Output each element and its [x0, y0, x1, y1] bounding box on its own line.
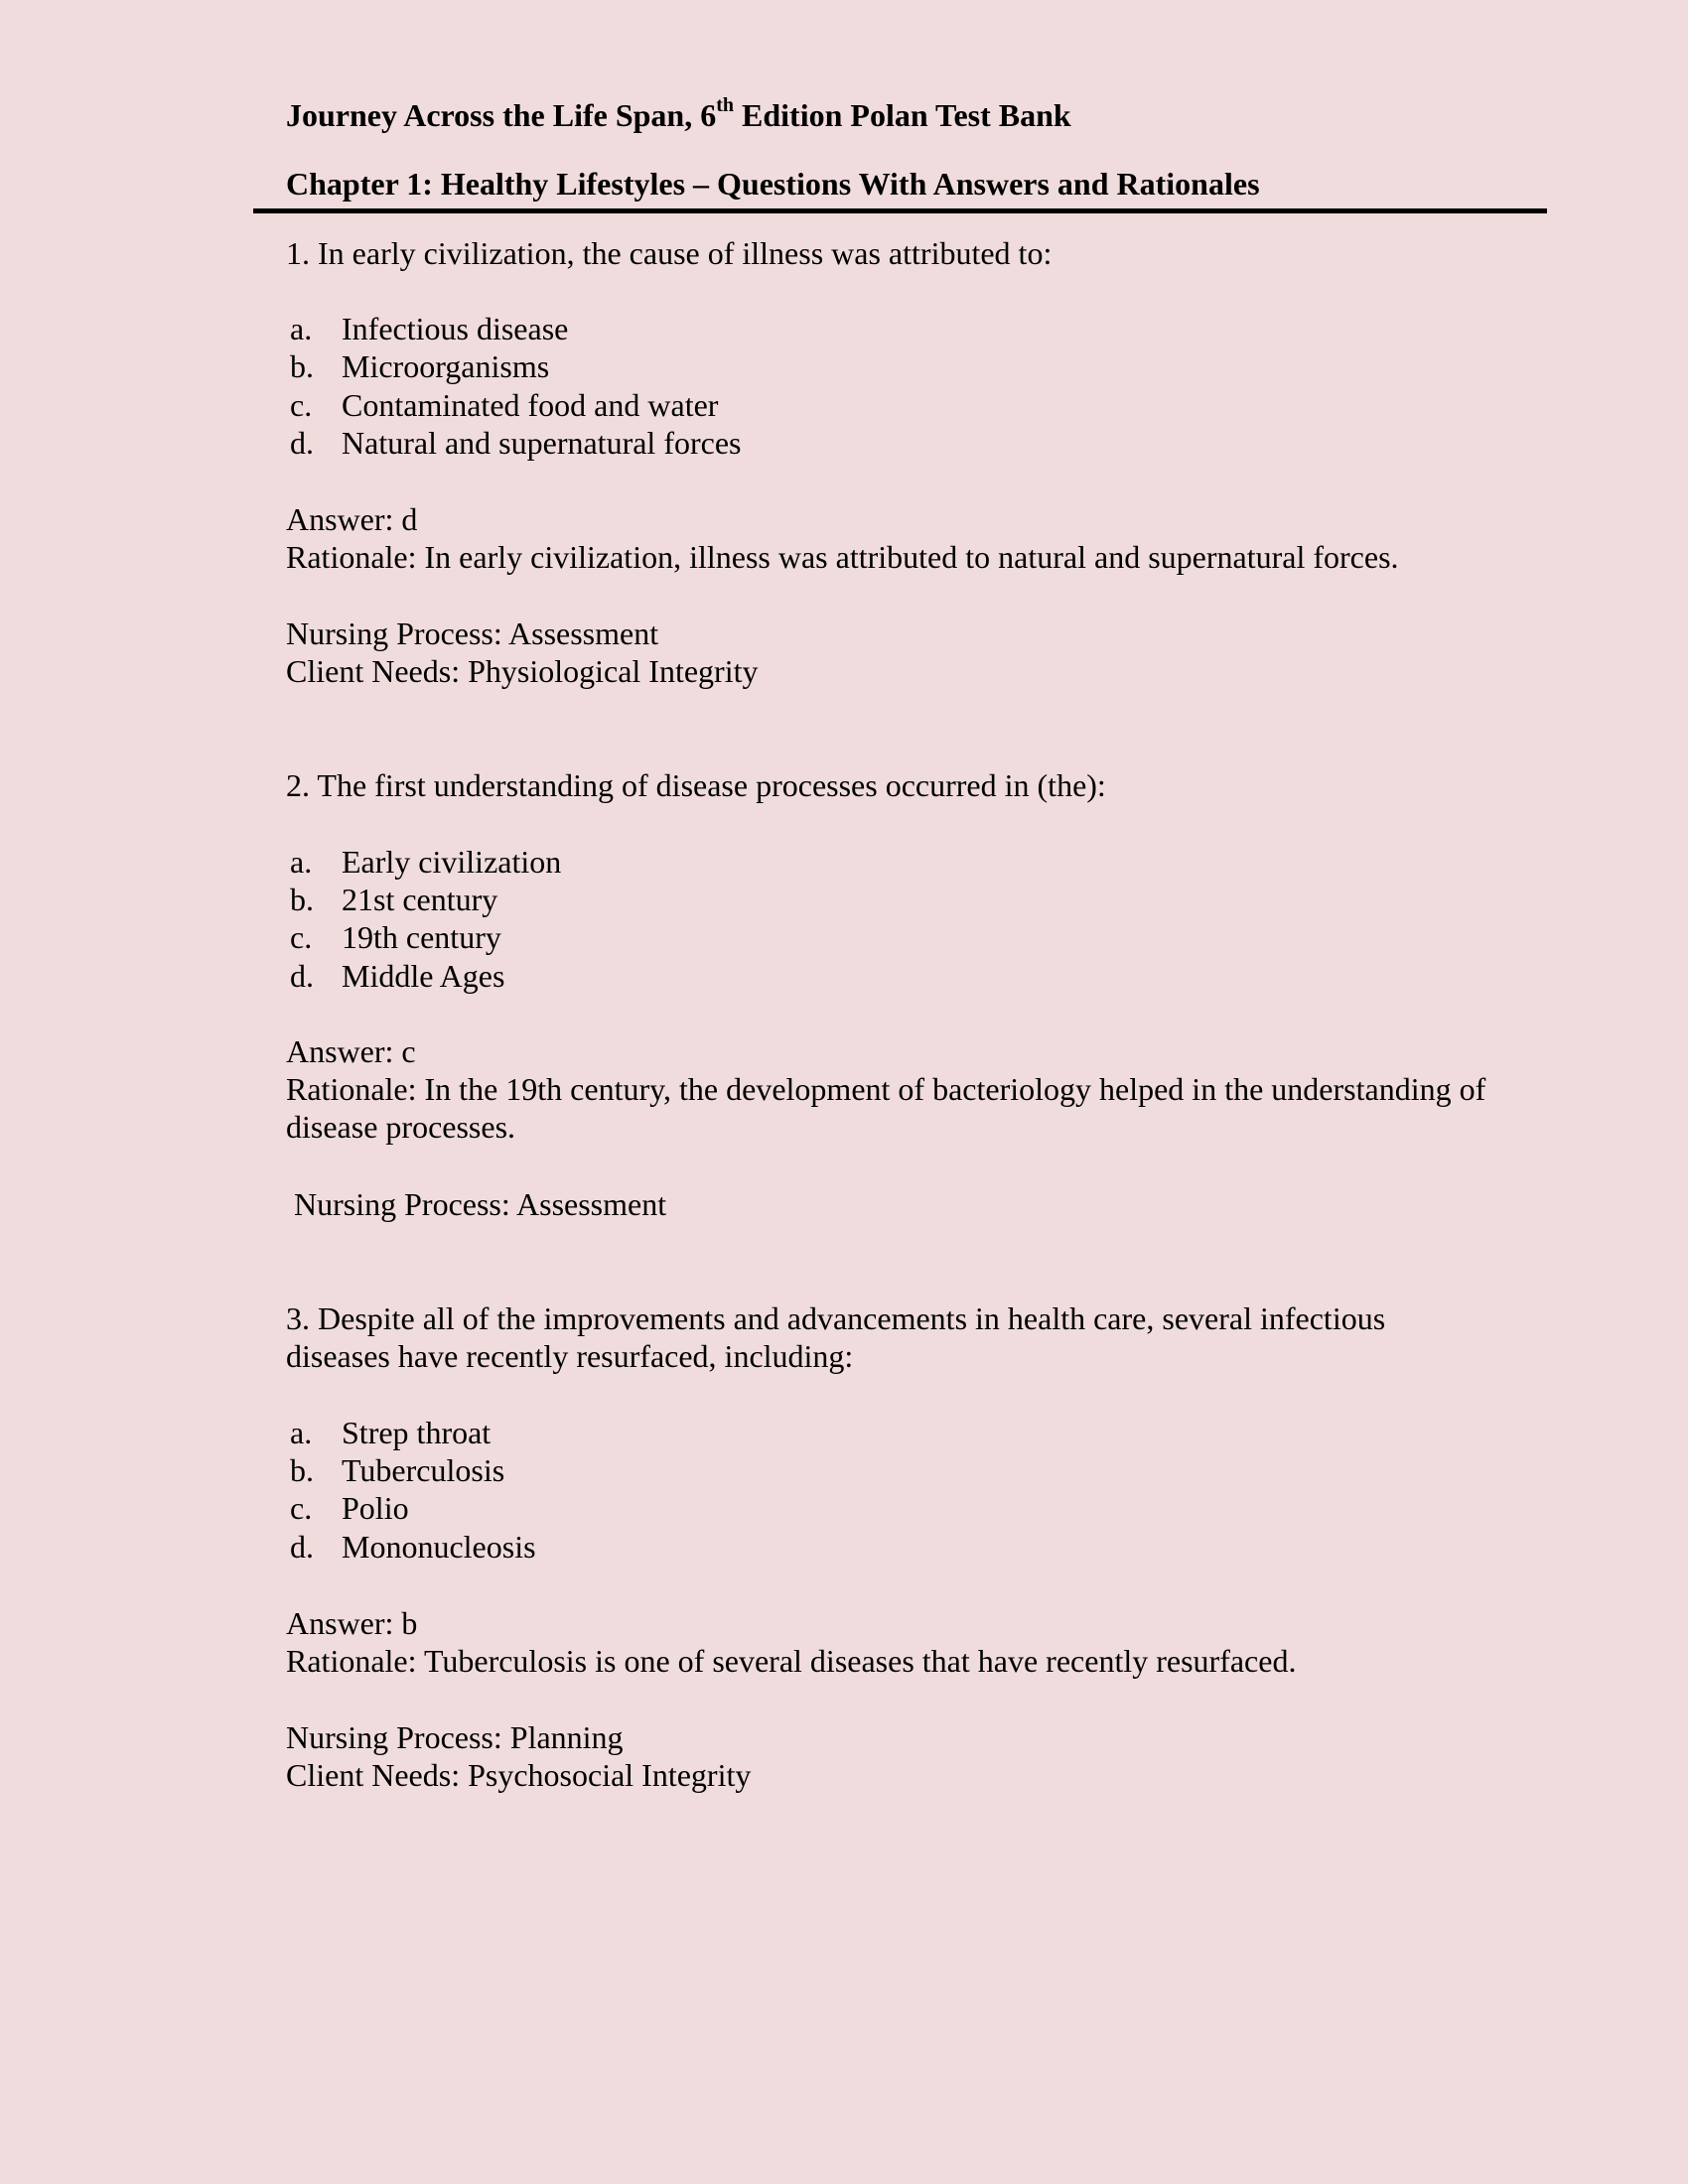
- option-a: [290, 310, 568, 347]
- option-label: b.: [290, 1452, 314, 1488]
- nursing-process: Nursing Process: Assessment: [286, 1186, 667, 1222]
- option-label: a.: [290, 844, 313, 880]
- option-text: Strep throat: [342, 1415, 492, 1450]
- option-a: [290, 1414, 491, 1451]
- option-text: Early civilization: [342, 844, 562, 880]
- option-text: Contaminated food and water: [342, 387, 719, 423]
- option-text: Middle Ages: [342, 958, 505, 994]
- option-text: Microorganisms: [342, 348, 550, 384]
- answer: Answer: c: [286, 1033, 416, 1069]
- title-text: Journey Across the Life Span, 6: [286, 97, 717, 133]
- rationale: Rationale: In early civilization, illness was attributed to natural and supernatural forces.: [286, 539, 1399, 575]
- title-superscript: th: [716, 94, 735, 117]
- heading-divider: [253, 208, 1547, 213]
- client-needs: Client Needs: Physiological Integrity: [286, 653, 759, 689]
- nursing-process: Nursing Process: Planning: [286, 1719, 624, 1755]
- question-stem-continued: diseases have recently resurfaced, including:: [286, 1338, 854, 1374]
- option-d: [290, 424, 741, 462]
- option-text: 21st century: [342, 882, 498, 917]
- option-text: Polio: [342, 1490, 409, 1526]
- option-c: [290, 386, 718, 424]
- option-b: [290, 347, 549, 385]
- option-text: Natural and supernatural forces: [342, 425, 742, 461]
- option-label: c.: [290, 919, 313, 955]
- question-stem: 1. In early civilization, the cause of illness was attributed to:: [286, 235, 1053, 271]
- option-label: a.: [290, 1415, 313, 1450]
- option-text: Mononucleosis: [342, 1529, 536, 1565]
- option-d: [290, 957, 504, 995]
- option-c: [290, 1489, 409, 1527]
- option-a: [290, 843, 561, 881]
- question-stem: 3. Despite all of the improvements and advancements in health care, several infectious: [286, 1300, 1386, 1336]
- answer: Answer: d: [286, 501, 418, 537]
- option-text: Tuberculosis: [342, 1452, 505, 1488]
- option-b: [290, 1451, 504, 1489]
- option-label: a.: [290, 311, 313, 346]
- option-c: [290, 918, 501, 956]
- option-d: [290, 1528, 536, 1566]
- option-label: d.: [290, 425, 314, 461]
- option-text: Infectious disease: [342, 311, 569, 346]
- client-needs: Client Needs: Psychosocial Integrity: [286, 1757, 752, 1793]
- answer: Answer: b: [286, 1605, 418, 1641]
- chapter-heading: Chapter 1: Healthy Lifestyles – Questions With Answers and Rationales: [286, 166, 1260, 202]
- option-label: b.: [290, 882, 314, 917]
- nursing-process: Nursing Process: Assessment: [286, 615, 659, 651]
- rationale: Rationale: Tuberculosis is one of several diseases that have recently resurfaced.: [286, 1643, 1297, 1679]
- option-label: d.: [290, 1529, 314, 1565]
- option-label: c.: [290, 1490, 313, 1526]
- option-label: c.: [290, 387, 313, 423]
- rationale-continued: disease processes.: [286, 1109, 516, 1145]
- option-text: 19th century: [342, 919, 501, 955]
- option-label: b.: [290, 348, 314, 384]
- rationale: Rationale: In the 19th century, the development of bacteriology helped in the understanding of: [286, 1071, 1486, 1107]
- question-stem: 2. The first understanding of disease processes occurred in (the):: [286, 767, 1106, 803]
- option-b: [290, 881, 497, 918]
- document-title: [286, 96, 1071, 134]
- option-label: d.: [290, 958, 314, 994]
- title-text-suffix: Edition Polan Test Bank: [734, 97, 1071, 133]
